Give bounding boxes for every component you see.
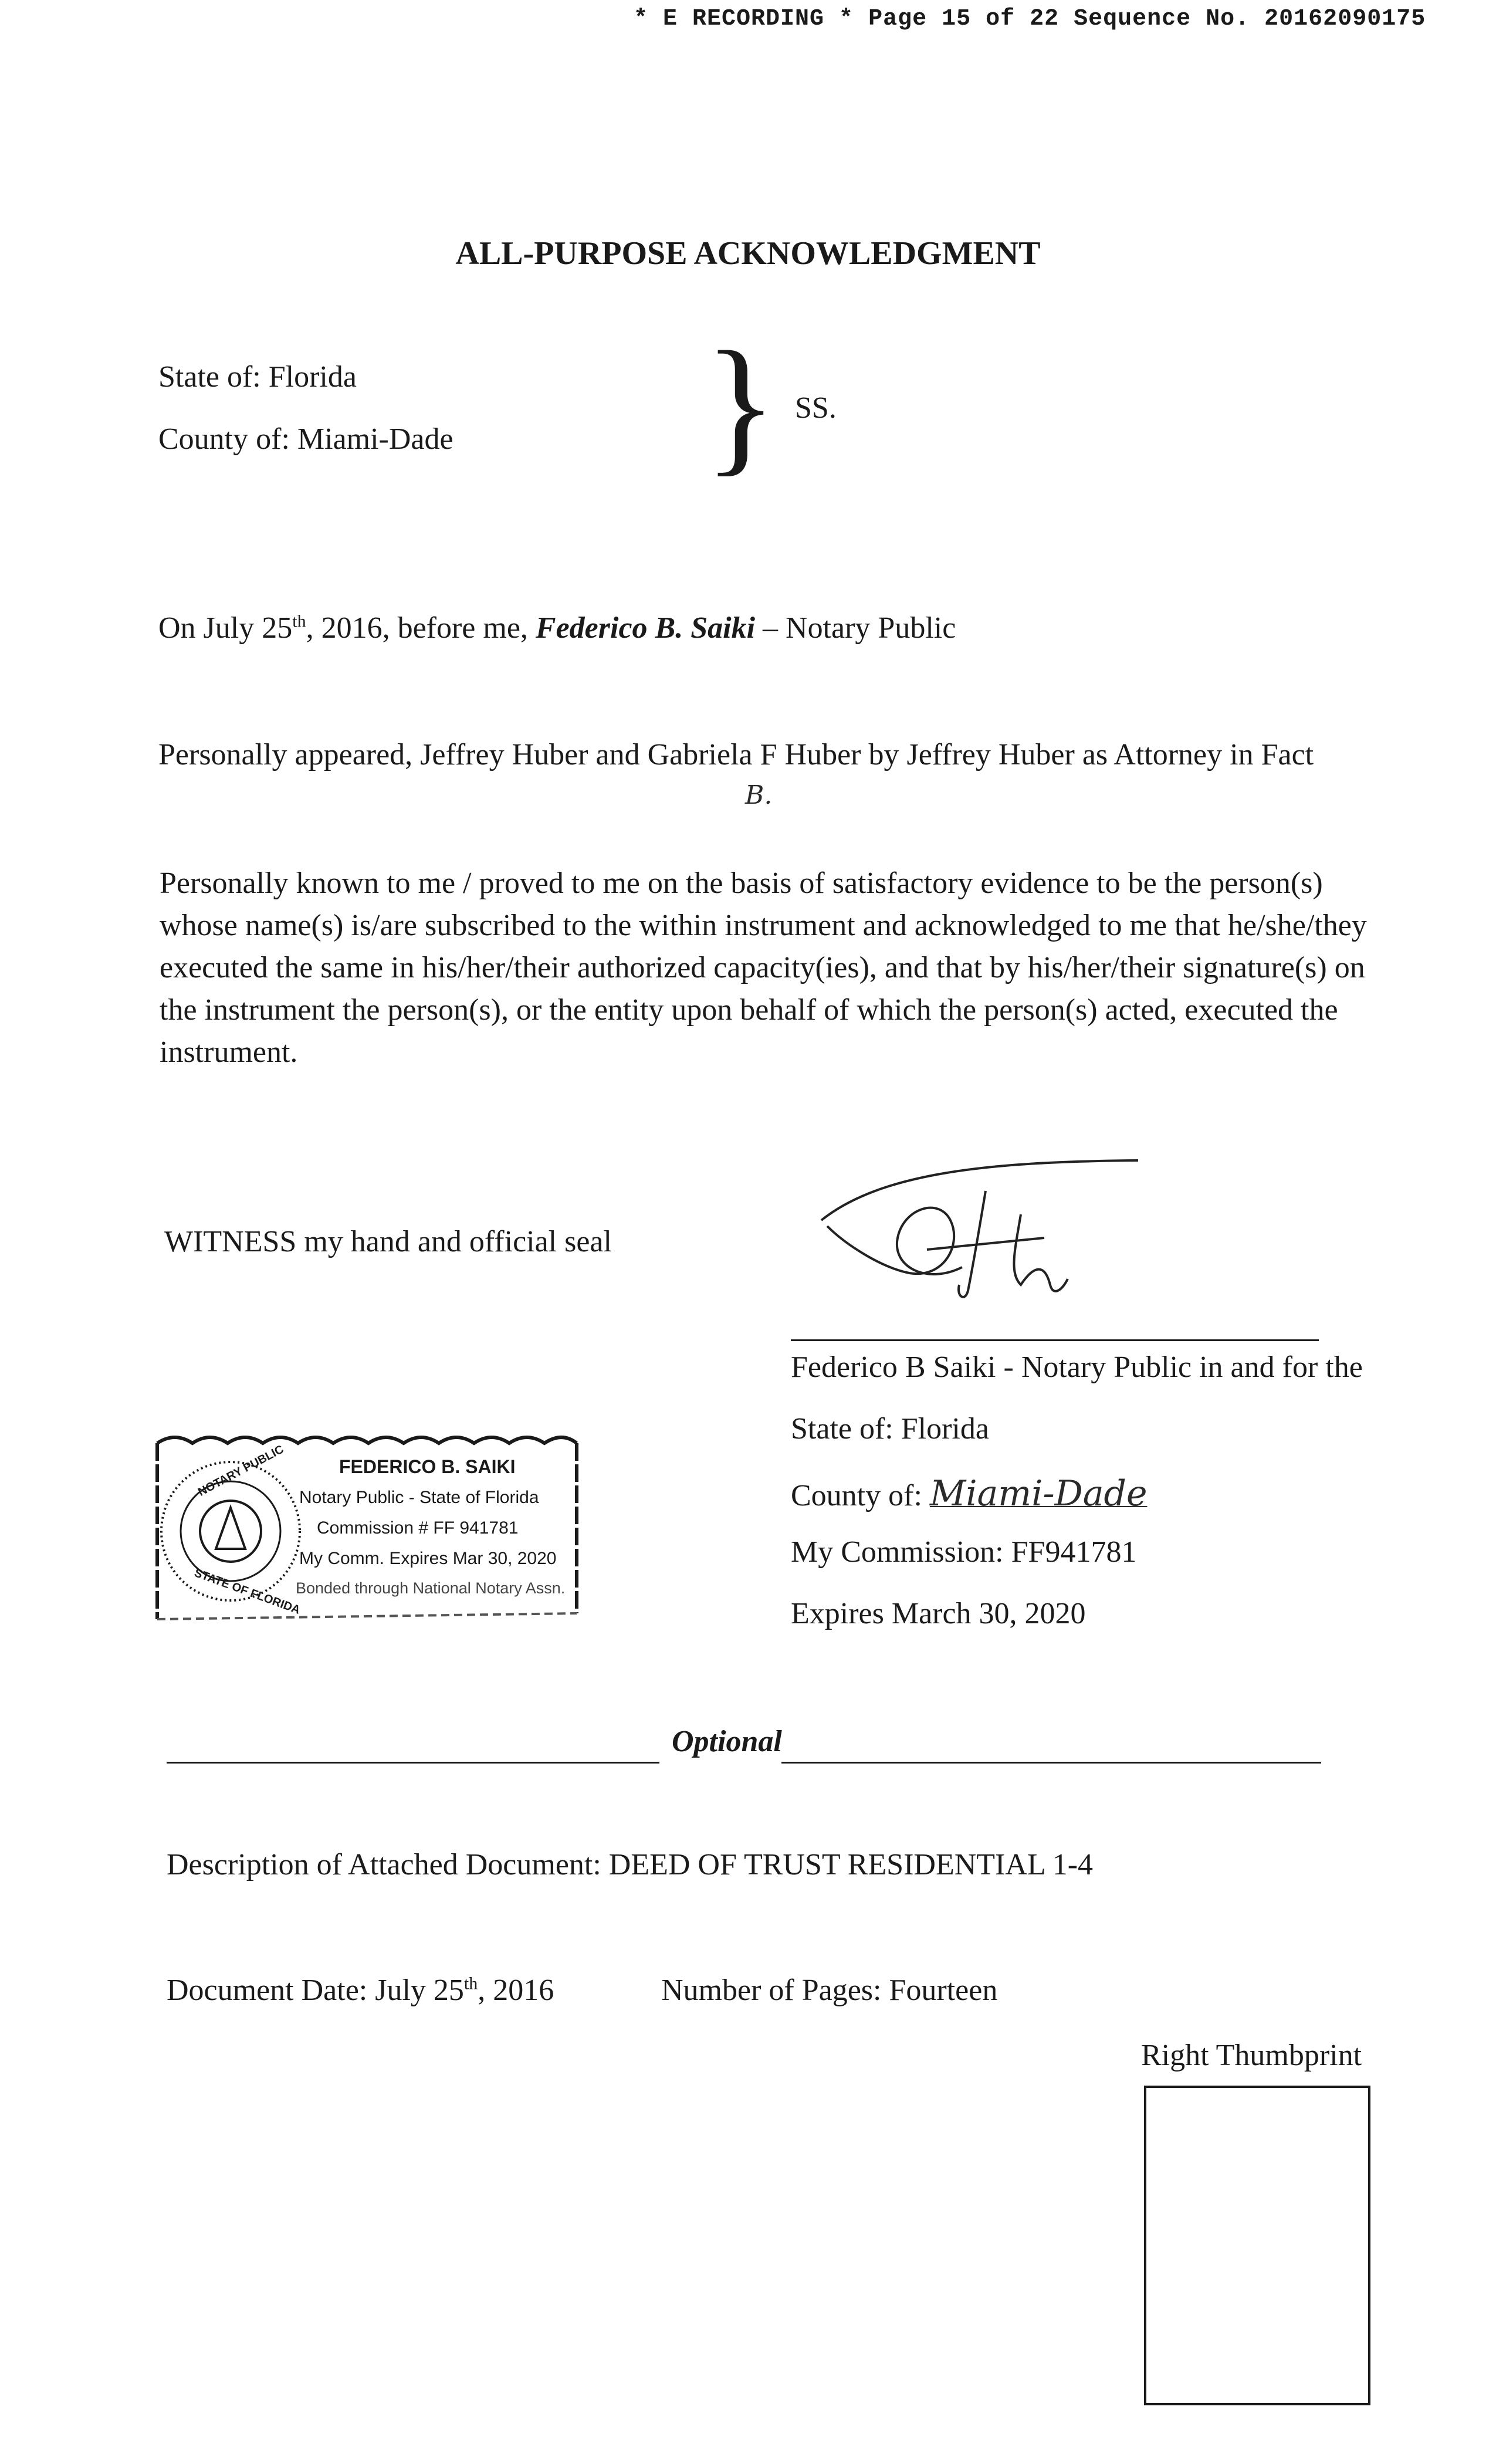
document-date-suffix: , 2016	[478, 1974, 554, 2007]
recording-header: * E RECORDING * Page 15 of 22 Sequence No. 20162090175	[634, 6, 1426, 32]
seal-text-top: NOTARY PUBLIC	[196, 1443, 286, 1499]
notary-signature	[810, 1150, 1173, 1332]
venue-county: County of: Miami-Dade	[158, 422, 453, 456]
optional-rule-left	[167, 1762, 659, 1764]
appeared-line: Personally appeared, Jeffrey Huber and Gabriela F Huber by Jeffrey Huber as Attorney in Fact	[158, 738, 1314, 771]
venue-ss: SS.	[795, 391, 837, 425]
optional-rule-right	[781, 1762, 1321, 1764]
notary-name-line: Federico B Saiki - Notary Public in and for the	[791, 1351, 1363, 1384]
stamp-line-2: Commission # FF 941781	[317, 1518, 519, 1538]
appearance-suffix: – Notary Public	[755, 611, 956, 645]
venue-state: State of: Florida	[158, 360, 357, 394]
optional-label: Optional	[672, 1725, 782, 1758]
signature-line	[791, 1339, 1319, 1341]
notary-stamp	[151, 1431, 583, 1631]
appearance-line	[158, 610, 956, 647]
venue-brace: }	[704, 320, 777, 489]
attached-document-description: Description of Attached Document: DEED OF TRUST RESIDENTIAL 1-4	[167, 1848, 1094, 1881]
document-title: ALL-PURPOSE ACKNOWLEDGMENT	[455, 235, 1041, 272]
notary-county-handwritten: Miami-Dade	[929, 1473, 1148, 1514]
appearance-sup: th	[292, 611, 306, 631]
notary-name: Federico B. Saiki	[535, 611, 756, 645]
paragraph-line: executed the same in his/her/their authorized capacity(ies), and that by his/her/their signature(s) on	[160, 951, 1365, 984]
thumbprint-label: Right Thumbprint	[1141, 2039, 1362, 2072]
number-of-pages: Number of Pages: Fourteen	[661, 1974, 998, 2007]
document-date-sup: th	[463, 1974, 478, 1993]
paragraph-line: Personally known to me / proved to me on the basis of satisfactory evidence to be the person(s)	[160, 867, 1323, 900]
acknowledgment-paragraph	[160, 862, 1367, 1074]
document-date-prefix: Document Date: July 25	[167, 1974, 464, 2007]
notary-state-line: State of: Florida	[791, 1412, 989, 1446]
paragraph-line: whose name(s) is/are subscribed to the within instrument and acknowledged to me that he/she/they	[160, 909, 1367, 942]
handwritten-initial: B.	[745, 780, 773, 810]
stamp-name: FEDERICO B. SAIKI	[339, 1456, 516, 1477]
seal-text-bottom: STATE OF FLORIDA	[192, 1566, 302, 1617]
paragraph-line: instrument.	[160, 1035, 298, 1069]
notary-commission-line: My Commission: FF941781	[791, 1535, 1137, 1569]
stamp-line-4: Bonded through National Notary Assn.	[296, 1579, 566, 1597]
stamp-line-3: My Comm. Expires Mar 30, 2020	[299, 1549, 557, 1568]
notary-expires-line: Expires March 30, 2020	[791, 1597, 1086, 1630]
thumbprint-box	[1144, 2086, 1370, 2405]
notary-county-line	[791, 1473, 1147, 1515]
appearance-prefix: On July 25	[158, 611, 293, 645]
appearance-middle: , 2016, before me,	[306, 611, 536, 645]
stamp-line-1: Notary Public - State of Florida	[299, 1488, 539, 1507]
document-date	[167, 1972, 554, 2009]
witness-line: WITNESS my hand and official seal	[164, 1225, 612, 1258]
paragraph-line: the instrument the person(s), or the entity upon behalf of which the person(s) acted, executed the	[160, 993, 1338, 1027]
notary-county-label: County of:	[791, 1479, 930, 1512]
